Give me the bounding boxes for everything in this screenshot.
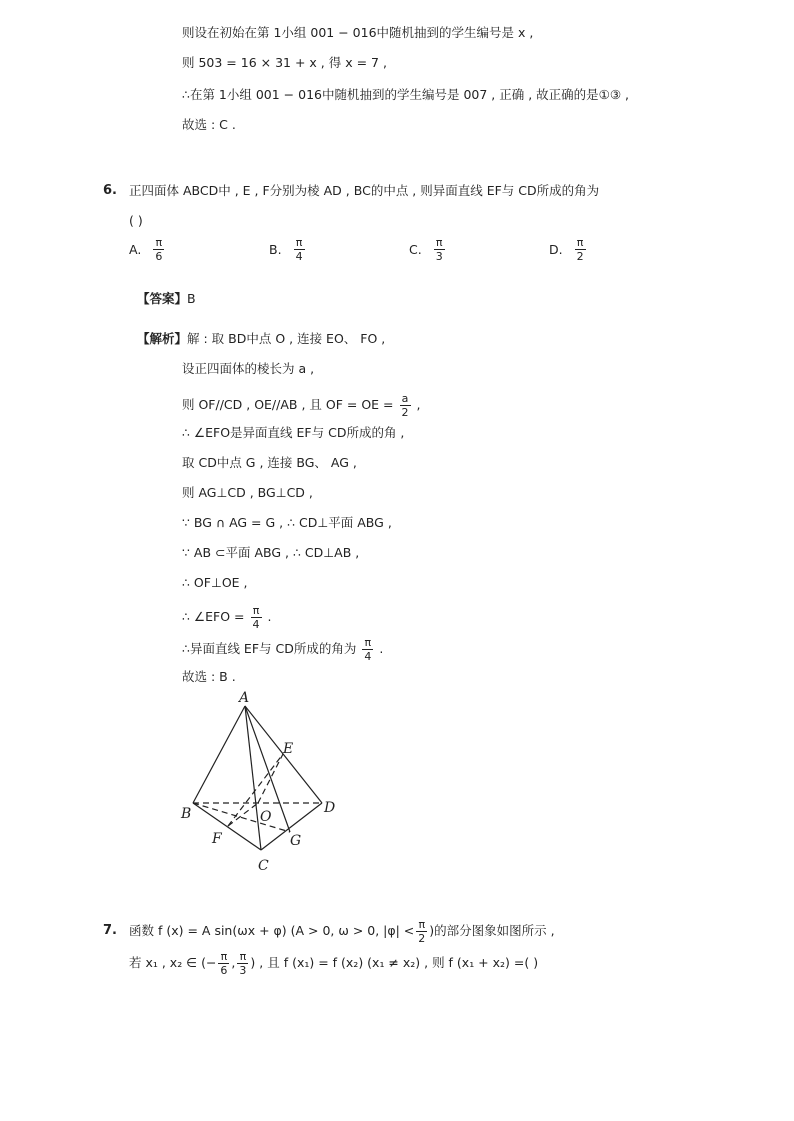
vertex-label-d: D bbox=[324, 800, 336, 816]
vertex-label-a: A bbox=[239, 690, 250, 706]
tetrahedron-figure bbox=[175, 690, 350, 875]
fraction-pi-over-4: $\frac{\pi}{4}$ bbox=[252, 604, 260, 631]
point-label-g: G bbox=[290, 833, 302, 849]
fraction-a-over-2: $\frac{a}{2}$ bbox=[401, 392, 409, 419]
option-d bbox=[549, 236, 588, 263]
question-7-line-1: 函数 f (x) = A sin(ωx + φ) (A > 0, ω > 0, |φ| < $\frac{\pi}{2}$ )的部分图象如图所示 , bbox=[129, 918, 555, 945]
answer-tag: 【答案】 bbox=[137, 291, 188, 306]
point-label-o: O bbox=[260, 809, 272, 825]
option-c bbox=[409, 236, 447, 263]
question-6-number: 6. bbox=[103, 183, 117, 198]
answer-value: B bbox=[187, 291, 196, 306]
analysis-step-7: ∵ AB ⊂平面 ABG , ∴ CD⊥AB , bbox=[182, 545, 360, 560]
fraction-pi-over-6: $\frac{\pi}{6}$ bbox=[220, 950, 228, 977]
vertex-label-c: C bbox=[258, 858, 269, 874]
question-6-stem-line-2: ( ) bbox=[129, 213, 143, 228]
analysis-line-first bbox=[137, 330, 385, 348]
analysis-first-text: 解 : 取 BD中点 O , 连接 EO、 FO , bbox=[187, 331, 386, 346]
option-b-fraction: $\frac{\pi}{4}$ bbox=[295, 236, 303, 263]
vertex-label-b: B bbox=[181, 806, 192, 822]
analysis-tag: 【解析】 bbox=[137, 331, 188, 346]
analysis-step-9: ∴ ∠EFO = $\frac{\pi}{4}$ . bbox=[182, 604, 272, 631]
analysis-step-5: 则 AG⊥CD , BG⊥CD , bbox=[182, 485, 313, 500]
option-a-label: A. bbox=[129, 241, 142, 257]
analysis-step-10: ∴异面直线 EF与 CD所成的角为 $\frac{\pi}{4}$ . bbox=[182, 636, 384, 663]
analysis-step-1: 设正四面体的棱长为 a , bbox=[182, 361, 315, 376]
question-7-line-2: 若 x₁ , x₂ ∈ (− $\frac{\pi}{6}$ , $\frac{\pi}{3}$ ) , 且 f (x₁) = f (x₂) (x₁ ≠ x₂) , 则 f (x₁ + x₂) =( ) bbox=[129, 950, 539, 977]
question-7-number: 7. bbox=[103, 923, 117, 938]
analysis-step-2: 则 OF//CD , OE//AB , 且 OF = OE = $\frac{a}{2}$ , bbox=[182, 392, 421, 419]
option-b bbox=[269, 236, 307, 263]
option-c-label: C. bbox=[409, 241, 422, 257]
edge-ab bbox=[193, 706, 245, 803]
option-b-label: B. bbox=[269, 241, 282, 257]
point-label-f: F bbox=[212, 831, 222, 847]
point-label-e: E bbox=[283, 741, 294, 757]
option-a-fraction: $\frac{\pi}{6}$ bbox=[155, 236, 163, 263]
analysis-step-3: ∴ ∠EFO是异面直线 EF与 CD所成的角 , bbox=[182, 425, 405, 440]
prev-solution-line-1: 则设在初始在第 1小组 001 − 016中随机抽到的学生编号是 x , bbox=[182, 25, 534, 40]
option-d-label: D. bbox=[549, 241, 563, 257]
analysis-step-6: ∵ BG ∩ AG = G , ∴ CD⊥平面 ABG , bbox=[182, 515, 392, 530]
prev-solution-line-3: ∴在第 1小组 001 − 016中随机抽到的学生编号是 007 , 正确 , 故正确的是①③ , bbox=[182, 87, 630, 102]
fraction-pi-over-2: $\frac{\pi}{2}$ bbox=[418, 918, 426, 945]
analysis-step-11: 故选 : B . bbox=[182, 669, 236, 684]
prev-solution-line-4: 故选 : C . bbox=[182, 117, 236, 132]
option-a bbox=[129, 236, 166, 263]
answer-line bbox=[137, 290, 196, 308]
edge-bc bbox=[193, 803, 261, 850]
option-c-fraction: $\frac{\pi}{3}$ bbox=[435, 236, 443, 263]
fraction-pi-over-3: $\frac{\pi}{3}$ bbox=[239, 950, 247, 977]
question-6-stem-line-1: 正四面体 ABCD中 , E , F分别为棱 AD , BC的中点 , 则异面直线 EF与 CD所成的角为 bbox=[129, 183, 600, 198]
analysis-step-8: ∴ OF⊥OE , bbox=[182, 575, 248, 590]
fraction-pi-over-4-final: $\frac{\pi}{4}$ bbox=[364, 636, 372, 663]
option-d-fraction: $\frac{\pi}{2}$ bbox=[576, 236, 584, 263]
prev-solution-line-2: 则 503 = 16 × 31 + x , 得 x = 7 , bbox=[182, 55, 387, 70]
analysis-step-4: 取 CD中点 G , 连接 BG、 AG , bbox=[182, 455, 357, 470]
